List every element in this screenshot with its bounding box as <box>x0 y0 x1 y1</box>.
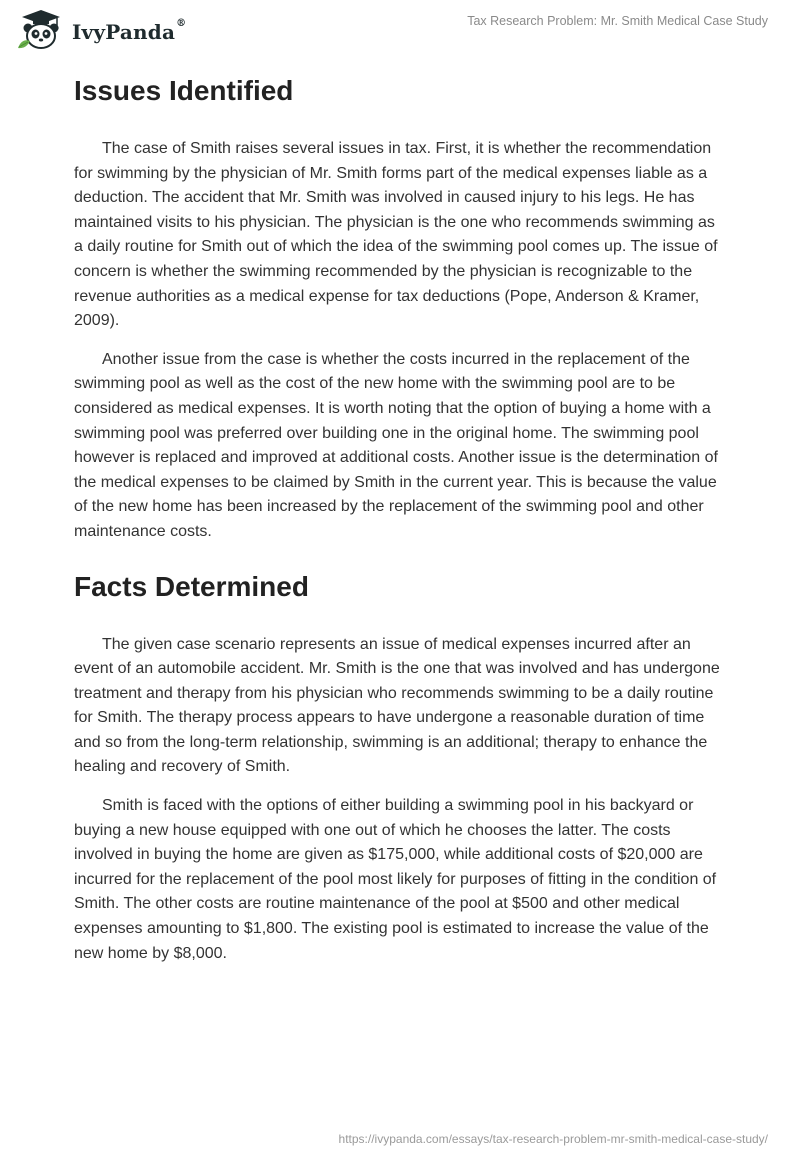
section-heading: Issues Identified <box>74 75 294 106</box>
paragraph: Another issue from the case is whether the costs incurred in the replacement of the swimming pool as well as the cost of the new home with the swimming pool are to be considered as medical expenses. It is worth noting that the option of buying a home with a swimming pool was preferred over building one in the original home. The swimming pool however is replaced and improved at additional costs. Another issue is the determination of the medical expenses to be claimed by Smith in the current year. This is because the value of the new home has been increased by the replacement of the swimming pool and other maintenance costs. <box>74 350 718 540</box>
section-heading: Facts Determined <box>74 570 309 602</box>
paragraph: Smith is faced with the options of either building a swimming pool in his backyard or buying a new house equipped with one out of which he chooses the latter. The costs involved in buying the home are given as $175,000, while additional costs of $20,000 are incurred for the replacement of the pool most likely for purposes of fitting in the condition of Smith. The other costs are routine maintenance of the pool at $500 and other medical expenses amounting to $1,800. The existing pool is estimated to increase the value of the new home by $8,000. <box>74 797 717 962</box>
essay-content <box>74 70 724 966</box>
section-issues-identified <box>74 71 724 545</box>
paragraph: The given case scenario represents an issue of medical expenses incurred after an event of an automobile accident. Mr. Smith is the one that was involved and has undergone treatment and therapy from his physician who recommends swimming to be a daily routine for Smith. The therapy process appears to have undergone a reasonable duration of time and so from the long-term relationship, swimming is an additional; therapy to enhance the healing and recovery of Smith. <box>74 635 720 776</box>
section-facts-determined <box>74 567 724 967</box>
paragraph: The case of Smith raises several issues in tax. First, it is whether the recommendation for swimming by the physician of Mr. Smith forms part of the medical expenses liable as a deduction. The accident that Mr. Smith was involved in caused injury to his legs. He has maintained visits to his physician. The physician is the one who recommends swimming as a daily routine for Smith out of which the idea of the swimming pool comes up. The issue of concern is whether the swimming recommended by the physician is recognizable to the revenue authorities as a medical expense for tax deductions (Pope, Anderson & Kramer, 2009). <box>74 140 718 330</box>
document-title: Tax Research Problem: Mr. Smith Medical Case Study <box>467 14 768 28</box>
logo-text: IvyPanda <box>72 20 176 44</box>
source-url[interactable]: https://ivypanda.com/essays/tax-research-problem-mr-smith-medical-case-study/ <box>338 1132 768 1146</box>
ivypanda-logo[interactable] <box>16 8 186 52</box>
panda-graduate-icon <box>16 8 66 52</box>
page-header <box>0 0 800 60</box>
registered-mark: ® <box>176 18 187 29</box>
logo-wordmark <box>72 20 186 44</box>
